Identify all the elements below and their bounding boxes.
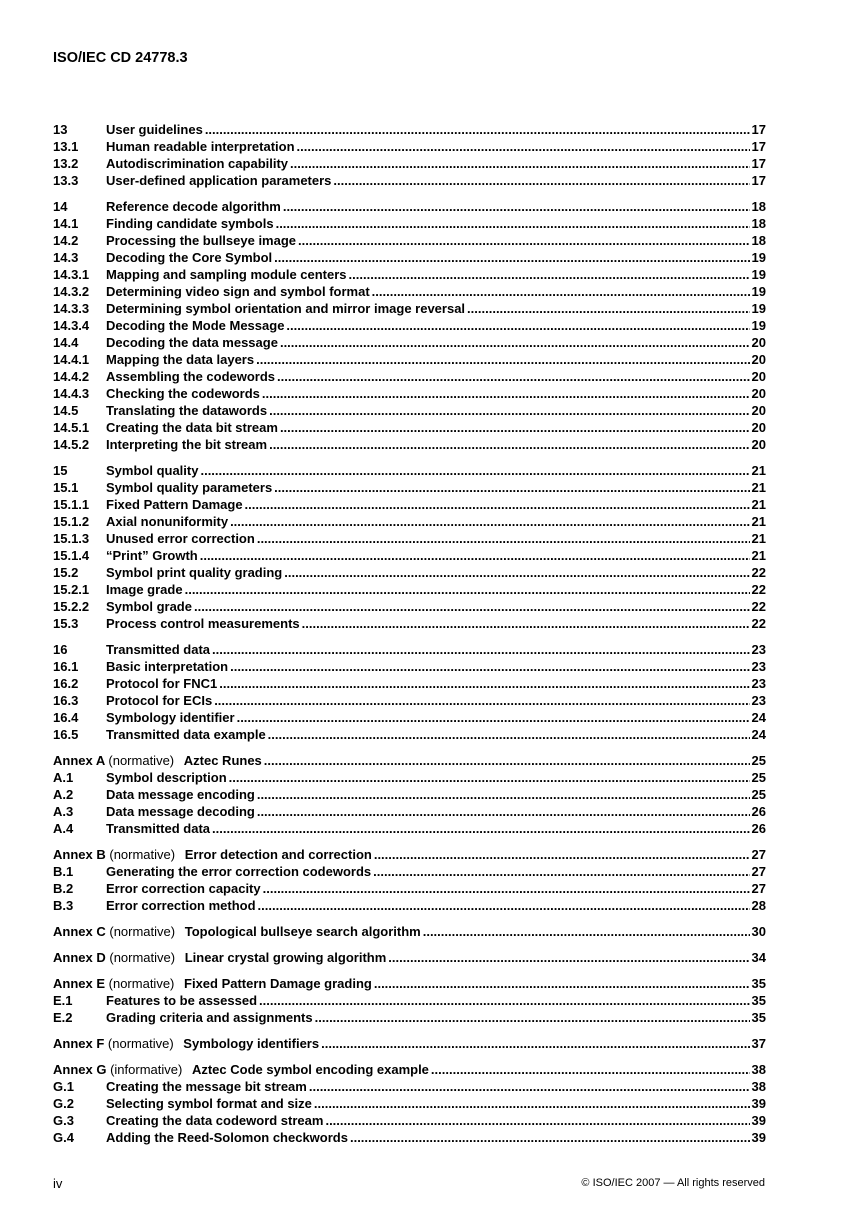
toc-entry-page: 25 bbox=[751, 753, 766, 768]
toc-entry-title: Transmitted data bbox=[106, 642, 211, 657]
toc-entry[interactable] bbox=[53, 692, 766, 709]
toc-entry[interactable] bbox=[53, 249, 766, 266]
toc-entry[interactable] bbox=[53, 496, 766, 513]
toc-entry-page: 22 bbox=[751, 616, 766, 631]
toc-entry[interactable] bbox=[53, 598, 766, 615]
annex-label: Annex C bbox=[53, 924, 106, 939]
toc-entry-page: 19 bbox=[751, 284, 766, 299]
toc-entry-number: 15.1.2 bbox=[53, 514, 90, 529]
toc-entry-title: Process control measurements bbox=[106, 616, 300, 631]
dot-leader bbox=[297, 138, 750, 155]
toc-entry-page: 26 bbox=[751, 821, 766, 836]
toc-entry-title: Axial nonuniformity bbox=[106, 514, 229, 529]
dot-leader bbox=[274, 249, 749, 266]
dot-leader bbox=[219, 675, 749, 692]
toc-entry-page: 18 bbox=[751, 216, 766, 231]
toc-entry-title: Fixed Pattern Damage bbox=[106, 497, 243, 512]
toc-entry[interactable] bbox=[53, 1078, 766, 1095]
toc-annex-entry[interactable] bbox=[53, 846, 766, 863]
toc-entry-title: Error correction method bbox=[106, 898, 256, 913]
toc-entry-number: 16 bbox=[53, 642, 68, 657]
toc-entry[interactable] bbox=[53, 615, 766, 632]
toc-entry-title: Finding candidate symbols bbox=[106, 216, 274, 231]
dot-leader bbox=[256, 351, 749, 368]
dot-leader bbox=[388, 949, 749, 966]
toc-entry-page: 18 bbox=[751, 233, 766, 248]
toc-entry-page: 22 bbox=[751, 599, 766, 614]
toc-entry-page: 21 bbox=[751, 514, 766, 529]
toc-entry-title: Symbology identifier bbox=[106, 710, 235, 725]
annex-label: Annex B bbox=[53, 847, 106, 862]
toc-annex-entry[interactable] bbox=[53, 1061, 766, 1078]
toc-entry[interactable] bbox=[53, 198, 766, 215]
toc-entry-number: 14.2 bbox=[53, 233, 79, 248]
toc-entry-title: Linear crystal growing algorithm bbox=[184, 950, 387, 965]
toc-entry-number: 13.3 bbox=[53, 173, 79, 188]
toc-entry-title: Symbology identifiers bbox=[183, 1036, 320, 1051]
toc-entry-number: 14.3.1 bbox=[53, 267, 90, 282]
dot-leader bbox=[274, 479, 749, 496]
toc-entry[interactable] bbox=[53, 820, 766, 837]
page-number: iv bbox=[53, 1176, 63, 1191]
toc-entry[interactable] bbox=[53, 462, 766, 479]
toc-entry-title: Symbol quality bbox=[106, 463, 199, 478]
toc-entry-page: 30 bbox=[751, 924, 766, 939]
dot-leader bbox=[212, 641, 750, 658]
toc-entry-number: 14.3.4 bbox=[53, 318, 90, 333]
toc-entry-page: 39 bbox=[751, 1096, 766, 1111]
toc-entry-number: 13 bbox=[53, 122, 68, 137]
toc-entry-number: A.2 bbox=[53, 787, 74, 802]
toc-entry[interactable] bbox=[53, 300, 766, 317]
dot-leader bbox=[374, 975, 750, 992]
toc-entry-page: 20 bbox=[751, 437, 766, 452]
toc-entry[interactable] bbox=[53, 803, 766, 820]
toc-entry-title: User-defined application parameters bbox=[106, 173, 332, 188]
toc-entry[interactable] bbox=[53, 513, 766, 530]
toc-entry[interactable] bbox=[53, 121, 766, 138]
toc-entry-title: Symbol grade bbox=[106, 599, 192, 614]
toc-entry-title: Mapping and sampling module centers bbox=[106, 267, 347, 282]
toc-entry-page: 27 bbox=[751, 864, 766, 879]
toc-entry-page: 19 bbox=[751, 301, 766, 316]
dot-leader bbox=[205, 121, 750, 138]
toc-entry-title: Aztec Runes bbox=[183, 753, 262, 768]
toc-entry-page: 25 bbox=[751, 787, 766, 802]
toc-entry-number: 14.5.2 bbox=[53, 437, 90, 452]
toc-entry[interactable] bbox=[53, 334, 766, 351]
dot-leader bbox=[200, 462, 749, 479]
toc-entry-number: B.3 bbox=[53, 898, 74, 913]
toc-entry-number: E.2 bbox=[53, 1010, 73, 1025]
toc-annex-entry[interactable] bbox=[53, 923, 766, 940]
toc-annex-entry[interactable] bbox=[53, 1035, 766, 1052]
toc-entry-page: 22 bbox=[751, 565, 766, 580]
toc-entry[interactable] bbox=[53, 215, 766, 232]
toc-entry-page: 28 bbox=[751, 898, 766, 913]
toc-entry-page: 23 bbox=[751, 659, 766, 674]
dot-leader bbox=[283, 198, 750, 215]
toc-entry-page: 17 bbox=[751, 173, 766, 188]
annex-kind: (normative) bbox=[108, 753, 175, 768]
dot-leader bbox=[269, 402, 749, 419]
dot-leader bbox=[298, 232, 750, 249]
toc-entry[interactable] bbox=[53, 992, 766, 1009]
toc-entry-page: 20 bbox=[751, 403, 766, 418]
toc-entry-title: Decoding the Mode Message bbox=[106, 318, 285, 333]
toc-entry-title: Creating the message bit stream bbox=[106, 1079, 307, 1094]
dot-leader bbox=[321, 1035, 749, 1052]
toc-entry-title: Data message decoding bbox=[106, 804, 255, 819]
dot-leader bbox=[374, 846, 750, 863]
toc-entry-page: 25 bbox=[751, 770, 766, 785]
toc-annex-entry[interactable] bbox=[53, 949, 766, 966]
toc-entry[interactable] bbox=[53, 581, 766, 598]
toc-entry-title: Aztec Code symbol encoding example bbox=[191, 1062, 429, 1077]
toc-entry-number: 15.3 bbox=[53, 616, 79, 631]
toc-entry-number: 14.4.1 bbox=[53, 352, 90, 367]
dot-leader bbox=[268, 726, 750, 743]
toc-entry[interactable] bbox=[53, 317, 766, 334]
dot-leader bbox=[257, 803, 750, 820]
toc-entry-number: 14.3 bbox=[53, 250, 79, 265]
toc-entry[interactable] bbox=[53, 726, 766, 743]
annex-kind: (normative) bbox=[109, 847, 176, 862]
toc-entry-number: 15 bbox=[53, 463, 68, 478]
dot-leader bbox=[257, 530, 750, 547]
dot-leader bbox=[214, 692, 749, 709]
annex-kind: (informative) bbox=[110, 1062, 183, 1077]
toc-entry-page: 34 bbox=[751, 950, 766, 965]
dot-leader bbox=[280, 334, 750, 351]
toc-entry[interactable] bbox=[53, 368, 766, 385]
dot-leader bbox=[290, 155, 750, 172]
annex-label: Annex F bbox=[53, 1036, 105, 1051]
toc-annex-entry[interactable] bbox=[53, 752, 766, 769]
dot-leader bbox=[349, 266, 750, 283]
toc-entry-page: 20 bbox=[751, 386, 766, 401]
toc-entry-number: E.1 bbox=[53, 993, 73, 1008]
dot-leader bbox=[302, 615, 750, 632]
toc-entry-title: Error detection and correction bbox=[184, 847, 372, 862]
toc-entry-title: Reference decode algorithm bbox=[106, 199, 281, 214]
toc-entry[interactable] bbox=[53, 351, 766, 368]
toc-entry[interactable] bbox=[53, 564, 766, 581]
toc-entry-number: 16.4 bbox=[53, 710, 79, 725]
toc-entry-page: 35 bbox=[751, 976, 766, 991]
toc-entry[interactable] bbox=[53, 436, 766, 453]
dot-leader bbox=[257, 786, 750, 803]
toc-annex-entry[interactable] bbox=[53, 975, 766, 992]
toc-entry-page: 23 bbox=[751, 676, 766, 691]
toc-entry-title: Symbol print quality grading bbox=[106, 565, 283, 580]
toc-entry-title: Checking the codewords bbox=[106, 386, 260, 401]
toc-entry-number: 16.2 bbox=[53, 676, 79, 691]
toc-entry-number: 14.5.1 bbox=[53, 420, 90, 435]
toc-entry-page: 37 bbox=[751, 1036, 766, 1051]
toc-entry-title: Transmitted data bbox=[106, 821, 211, 836]
toc-entry-page: 17 bbox=[751, 122, 766, 137]
toc-entry-page: 27 bbox=[751, 881, 766, 896]
toc-entry-page: 24 bbox=[751, 710, 766, 725]
toc-entry-number: B.1 bbox=[53, 864, 74, 879]
toc-entry[interactable] bbox=[53, 1129, 766, 1146]
annex-label: Annex D bbox=[53, 950, 106, 965]
toc-entry[interactable] bbox=[53, 547, 766, 564]
toc-entry-page: 35 bbox=[751, 993, 766, 1008]
toc-entry-number: 14.4.2 bbox=[53, 369, 90, 384]
toc-entry-page: 26 bbox=[751, 804, 766, 819]
toc-entry-title: Selecting symbol format and size bbox=[106, 1096, 312, 1111]
toc-entry-page: 35 bbox=[751, 1010, 766, 1025]
toc-entry[interactable] bbox=[53, 863, 766, 880]
annex-kind: (normative) bbox=[109, 924, 176, 939]
toc-entry-number: G.3 bbox=[53, 1113, 74, 1128]
toc-entry-title: Basic interpretation bbox=[106, 659, 229, 674]
toc-entry-page: 18 bbox=[751, 199, 766, 214]
toc-entry-page: 22 bbox=[751, 582, 766, 597]
toc-entry-page: 19 bbox=[751, 250, 766, 265]
dot-leader bbox=[350, 1129, 750, 1146]
toc-entry[interactable] bbox=[53, 709, 766, 726]
toc-entry-title: Decoding the Core Symbol bbox=[106, 250, 273, 265]
dot-leader bbox=[372, 283, 750, 300]
toc-entry[interactable] bbox=[53, 232, 766, 249]
toc-entry-page: 20 bbox=[751, 369, 766, 384]
toc-entry-number: 14.5 bbox=[53, 403, 79, 418]
toc-entry-number: 14.1 bbox=[53, 216, 79, 231]
toc-entry-page: 17 bbox=[751, 139, 766, 154]
toc-entry-number: A.3 bbox=[53, 804, 74, 819]
toc-entry-number: 15.2.1 bbox=[53, 582, 90, 597]
dot-leader bbox=[230, 513, 749, 530]
toc-entry-number: 15.2 bbox=[53, 565, 79, 580]
dot-leader bbox=[286, 317, 749, 334]
dot-leader bbox=[259, 992, 750, 1009]
dot-leader bbox=[258, 897, 750, 914]
dot-leader bbox=[467, 300, 749, 317]
toc-entry-title: Topological bullseye search algorithm bbox=[184, 924, 421, 939]
toc-entry-title: Generating the error correction codewords bbox=[106, 864, 372, 879]
toc-entry-number: B.2 bbox=[53, 881, 74, 896]
toc-entry[interactable] bbox=[53, 266, 766, 283]
toc-entry-page: 38 bbox=[751, 1079, 766, 1094]
annex-kind: (normative) bbox=[109, 950, 176, 965]
dot-leader bbox=[229, 769, 750, 786]
toc-entry-title: User guidelines bbox=[106, 122, 203, 137]
toc-entry-title: Determining video sign and symbol format bbox=[106, 284, 370, 299]
toc-entry[interactable] bbox=[53, 769, 766, 786]
toc-entry-page: 20 bbox=[751, 335, 766, 350]
toc-entry-title: Mapping the data layers bbox=[106, 352, 255, 367]
dot-leader bbox=[263, 880, 750, 897]
toc-entry-title: Features to be assessed bbox=[106, 993, 258, 1008]
toc-entry[interactable] bbox=[53, 530, 766, 547]
toc-entry-page: 39 bbox=[751, 1113, 766, 1128]
dot-leader bbox=[315, 1009, 750, 1026]
toc-entry-page: 39 bbox=[751, 1130, 766, 1145]
toc-entry-page: 19 bbox=[751, 318, 766, 333]
toc-entry-title: Translating the datawords bbox=[106, 403, 268, 418]
dot-leader bbox=[325, 1112, 749, 1129]
toc-entry-number: G.4 bbox=[53, 1130, 74, 1145]
annex-kind: (normative) bbox=[108, 976, 175, 991]
toc-entry-page: 21 bbox=[751, 531, 766, 546]
toc-entry[interactable] bbox=[53, 402, 766, 419]
toc-entry-number: 13.1 bbox=[53, 139, 79, 154]
toc-entry-title: Processing the bullseye image bbox=[106, 233, 297, 248]
dot-leader bbox=[245, 496, 750, 513]
toc-entry[interactable] bbox=[53, 479, 766, 496]
toc-entry-title: Determining symbol orientation and mirror image reversal bbox=[106, 301, 466, 316]
toc-entry-number: 14.4.3 bbox=[53, 386, 90, 401]
toc-entry[interactable] bbox=[53, 283, 766, 300]
toc-entry-number: 13.2 bbox=[53, 156, 79, 171]
toc-entry[interactable] bbox=[53, 880, 766, 897]
toc-entry-title: Creating the data codeword stream bbox=[106, 1113, 324, 1128]
toc-entry-title: “Print” Growth bbox=[106, 548, 198, 563]
toc-entry-number: 16.3 bbox=[53, 693, 79, 708]
dot-leader bbox=[237, 709, 750, 726]
dot-leader bbox=[262, 385, 750, 402]
toc-entry-page: 21 bbox=[751, 463, 766, 478]
dot-leader bbox=[269, 436, 749, 453]
toc-entry-page: 17 bbox=[751, 156, 766, 171]
copyright-notice: © ISO/IEC 2007 — All rights reserved bbox=[581, 1177, 765, 1189]
dot-leader bbox=[423, 923, 750, 940]
toc-entry-number: G.2 bbox=[53, 1096, 74, 1111]
toc-entry-title: Symbol description bbox=[106, 770, 227, 785]
toc-entry-title: Creating the data bit stream bbox=[106, 420, 278, 435]
toc-entry-number: 14.3.3 bbox=[53, 301, 90, 316]
dot-leader bbox=[194, 598, 750, 615]
toc-entry-number: 16.5 bbox=[53, 727, 79, 742]
toc-entry-number: 15.1 bbox=[53, 480, 79, 495]
toc-entry[interactable] bbox=[53, 675, 766, 692]
toc-entry-number: 15.1.4 bbox=[53, 548, 90, 563]
annex-label: Annex G bbox=[53, 1062, 107, 1077]
dot-leader bbox=[212, 820, 750, 837]
toc-entry-page: 21 bbox=[751, 497, 766, 512]
toc-entry-number: 14.3.2 bbox=[53, 284, 90, 299]
dot-leader bbox=[333, 172, 749, 189]
toc-entry-title: Error correction capacity bbox=[106, 881, 261, 896]
dot-leader bbox=[230, 658, 749, 675]
toc-entry-page: 38 bbox=[751, 1062, 766, 1077]
toc-entry-number: 14.4 bbox=[53, 335, 79, 350]
dot-leader bbox=[200, 547, 750, 564]
toc-entry-number: A.4 bbox=[53, 821, 74, 836]
annex-label: Annex A bbox=[53, 753, 105, 768]
toc-entry-title: Human readable interpretation bbox=[106, 139, 295, 154]
toc-entry-title: Image grade bbox=[106, 582, 183, 597]
dot-leader bbox=[284, 564, 749, 581]
dot-leader bbox=[314, 1095, 750, 1112]
toc-entry-page: 20 bbox=[751, 420, 766, 435]
toc-entry[interactable] bbox=[53, 641, 766, 658]
dot-leader bbox=[276, 215, 750, 232]
annex-kind: (normative) bbox=[107, 1036, 174, 1051]
toc-entry-title: Symbol quality parameters bbox=[106, 480, 273, 495]
toc-entry-page: 20 bbox=[751, 352, 766, 367]
toc-entry-number: 15.2.2 bbox=[53, 599, 90, 614]
toc-entry[interactable] bbox=[53, 155, 766, 172]
toc-entry-page: 23 bbox=[751, 693, 766, 708]
dot-leader bbox=[277, 368, 749, 385]
toc-entry-page: 24 bbox=[751, 727, 766, 742]
toc-entry-page: 19 bbox=[751, 267, 766, 282]
toc-entry-number: 15.1.3 bbox=[53, 531, 90, 546]
toc-entry[interactable] bbox=[53, 419, 766, 436]
toc-entry-page: 27 bbox=[751, 847, 766, 862]
toc-entry[interactable] bbox=[53, 786, 766, 803]
dot-leader bbox=[373, 863, 749, 880]
toc-entry-title: Unused error correction bbox=[106, 531, 255, 546]
toc-entry[interactable] bbox=[53, 897, 766, 914]
toc-entry-title: Interpreting the bit stream bbox=[106, 437, 268, 452]
toc-entry-title: Transmitted data example bbox=[106, 727, 266, 742]
toc-entry-number: 14 bbox=[53, 199, 68, 214]
toc-entry-title: Decoding the data message bbox=[106, 335, 278, 350]
toc-entry-number: 15.1.1 bbox=[53, 497, 90, 512]
toc-entry-title: Assembling the codewords bbox=[106, 369, 276, 384]
toc-entry-number: A.1 bbox=[53, 770, 74, 785]
toc-entry-title: Autodiscrimination capability bbox=[106, 156, 289, 171]
toc-entry-title: Protocol for ECIs bbox=[106, 693, 213, 708]
toc-entry[interactable] bbox=[53, 1009, 766, 1026]
toc-entry-title: Fixed Pattern Damage grading bbox=[184, 976, 372, 991]
dot-leader bbox=[431, 1061, 750, 1078]
toc-entry[interactable] bbox=[53, 658, 766, 675]
toc-entry-number: 16.1 bbox=[53, 659, 79, 674]
annex-label: Annex E bbox=[53, 976, 106, 991]
dot-leader bbox=[309, 1078, 750, 1095]
toc-entry-number: G.1 bbox=[53, 1079, 74, 1094]
toc-entry-title: Protocol for FNC1 bbox=[106, 676, 218, 691]
toc-entry-page: 21 bbox=[751, 548, 766, 563]
dot-leader bbox=[264, 752, 750, 769]
toc-entry-title: Adding the Reed-Solomon checkwords bbox=[106, 1130, 348, 1145]
toc-entry[interactable] bbox=[53, 1112, 766, 1129]
toc-entry[interactable] bbox=[53, 1095, 766, 1112]
toc-entry[interactable] bbox=[53, 138, 766, 155]
dot-leader bbox=[185, 581, 750, 598]
table-of-contents bbox=[53, 121, 766, 1146]
toc-entry-page: 21 bbox=[751, 480, 766, 495]
toc-entry-page: 23 bbox=[751, 642, 766, 657]
dot-leader bbox=[280, 419, 750, 436]
toc-entry-title: Data message encoding bbox=[106, 787, 255, 802]
toc-entry[interactable] bbox=[53, 172, 766, 189]
toc-entry-title: Grading criteria and assignments bbox=[106, 1010, 313, 1025]
toc-entry[interactable] bbox=[53, 385, 766, 402]
document-header: ISO/IEC CD 24778.3 bbox=[53, 50, 188, 66]
